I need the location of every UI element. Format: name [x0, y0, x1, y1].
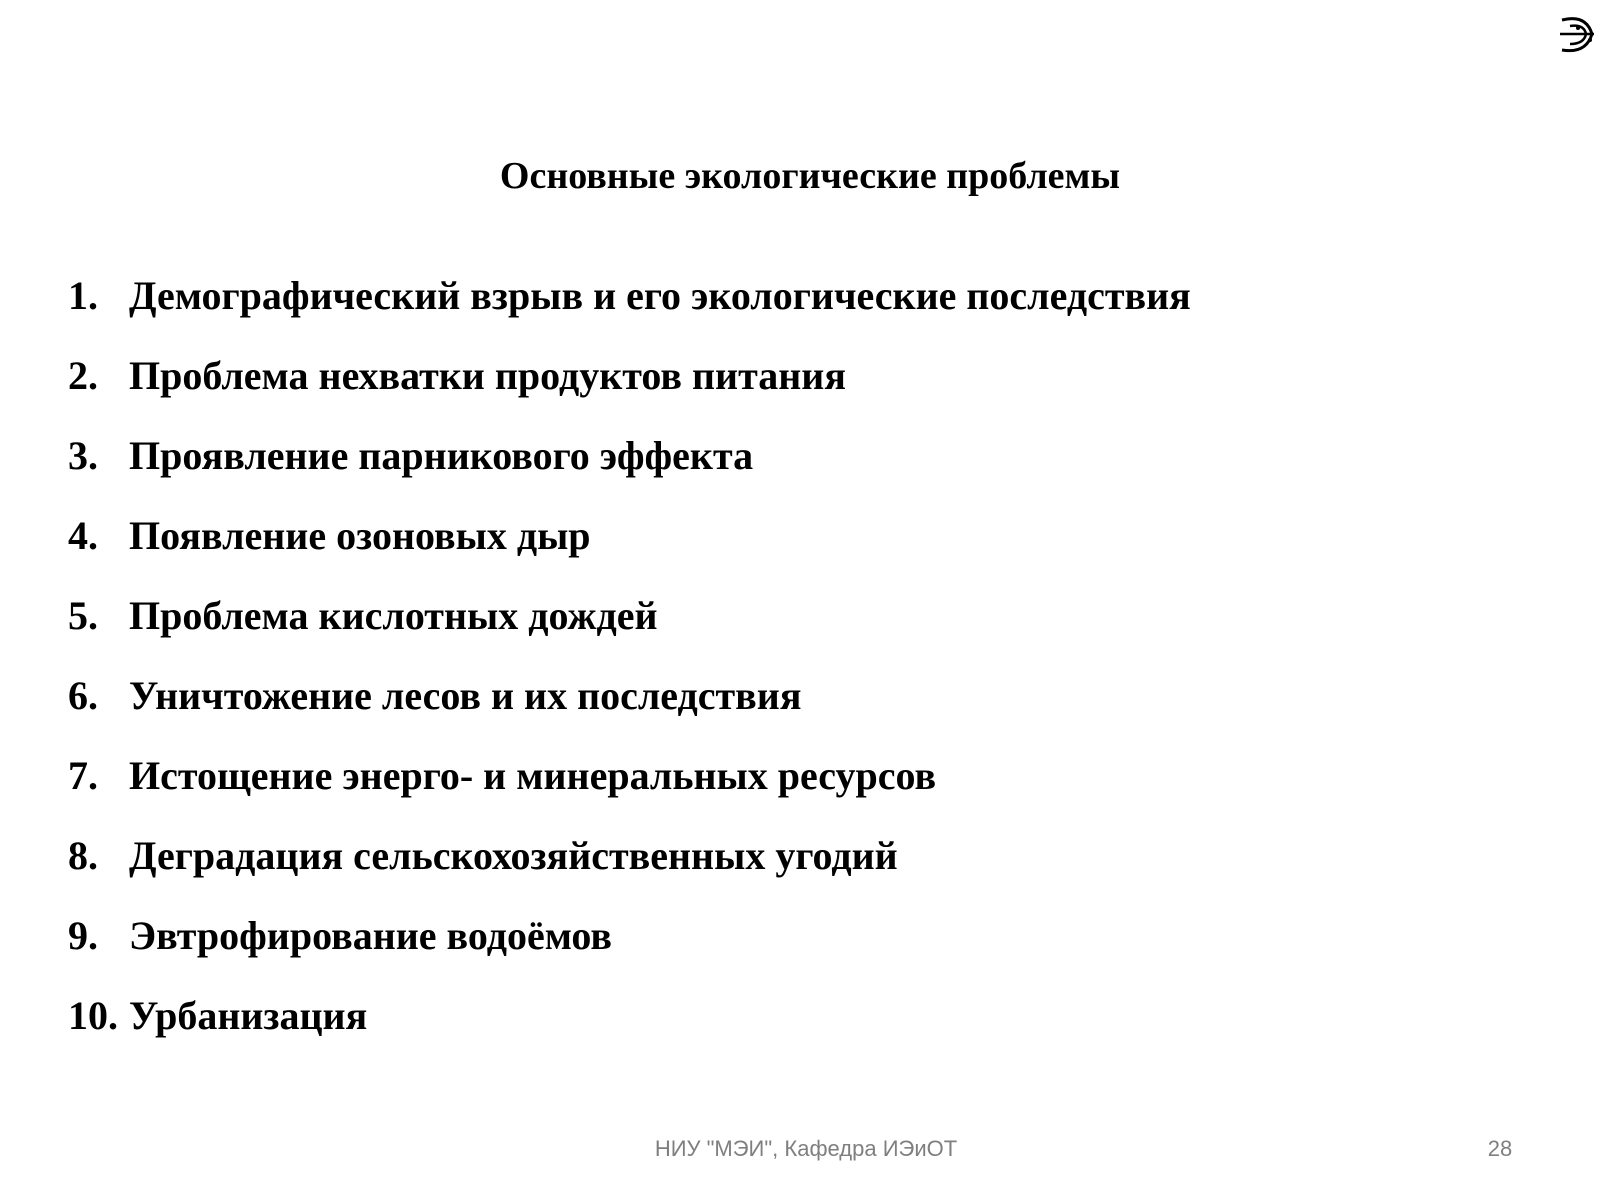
list-item: [68, 752, 1191, 832]
list-item-text: Истощение энерго- и минеральных ресурсов: [129, 753, 937, 798]
list-item-text: Деградация сельскохозяйственных угодий: [129, 833, 898, 878]
list-item-number: 7.: [68, 753, 98, 798]
list-item: [68, 912, 1191, 992]
list-item-number: 3.: [68, 433, 98, 478]
list-item-text: Эвтрофирование водоёмов: [129, 913, 613, 958]
list-item: [68, 992, 1191, 1072]
list-item: [68, 672, 1191, 752]
list-item-text: Появление озоновых дыр: [129, 513, 591, 558]
list-item: [68, 592, 1191, 672]
list-item-number: 8.: [68, 833, 98, 878]
footer-institution: НИУ "МЭИ", Кафедра ИЭиОТ: [654, 1136, 958, 1161]
list-item-text: Проблема кислотных дождей: [129, 593, 658, 638]
list-item-number: 1.: [68, 273, 98, 318]
list-item: [68, 352, 1191, 432]
mei-emblem-icon: [1556, 6, 1600, 62]
page-number: 28: [1487, 1136, 1513, 1161]
list-item-text: Уничтожение лесов и их последствия: [129, 673, 802, 718]
list-item: [68, 512, 1191, 592]
list-item-number: 2.: [68, 353, 98, 398]
list-item-number: 6.: [68, 673, 98, 718]
slide-title: Основные экологические проблемы: [499, 155, 1121, 197]
list-item-text: Проявление парникового эффекта: [129, 433, 754, 478]
list-item-number: 9.: [68, 913, 98, 958]
list-item-number: 10.: [68, 993, 118, 1038]
list-item-text: Урбанизация: [129, 993, 368, 1038]
list-item-text: Проблема нехватки продуктов питания: [129, 353, 846, 398]
list-item: [68, 832, 1191, 912]
list-item: [68, 432, 1191, 512]
problem-list: [68, 272, 1191, 1072]
list-item-text: Демографический взрыв и его экологические последствия: [129, 273, 1191, 318]
list-item-number: 5.: [68, 593, 98, 638]
list-item: [68, 272, 1191, 352]
list-item-number: 4.: [68, 513, 98, 558]
